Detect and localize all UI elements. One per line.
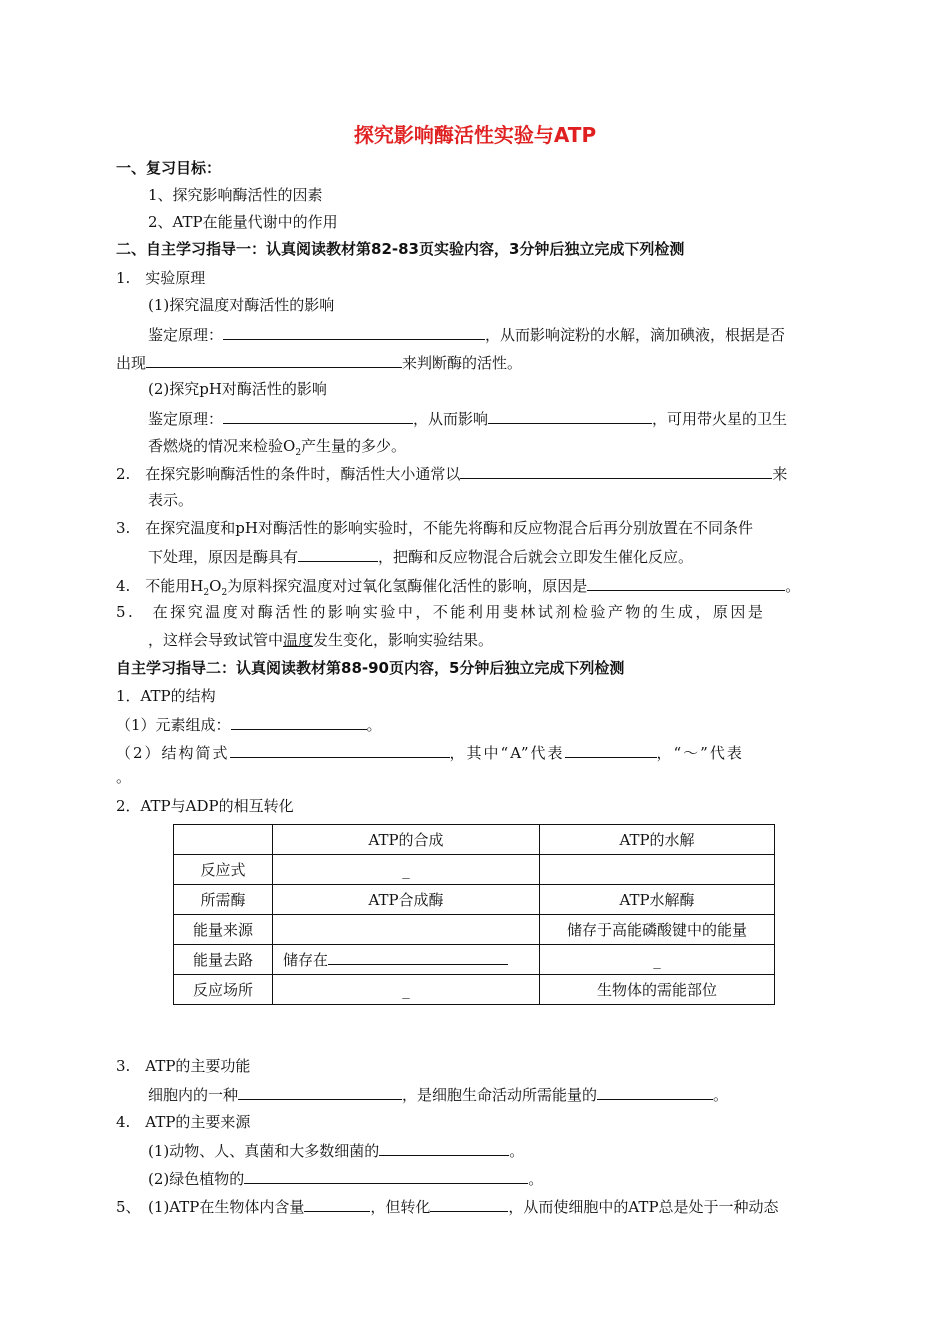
q1a-line-1-post: ，从而影响淀粉的水解，滴加碘液，根据是否 xyxy=(485,326,786,344)
table-row xyxy=(174,855,775,885)
answer-blank[interactable] xyxy=(328,949,508,965)
q1a-heading: (1)探究温度对酶活性的影响 xyxy=(148,296,335,314)
table-row-label: 能量去路 xyxy=(174,945,273,975)
q2-line-1 xyxy=(116,463,787,484)
q1b-line-2-pre: 香燃烧的情况来检验O xyxy=(148,437,296,455)
atp-source-1-post: 。 xyxy=(509,1142,525,1160)
answer-blank[interactable] xyxy=(231,714,367,730)
atp-content-line xyxy=(116,1196,779,1217)
atp-function-line xyxy=(148,1084,728,1105)
q3-line-1: 3. 在探究温度和pH对酶活性的影响实验时，不能先将酶和反应物混合后再分别放置在不同条件 xyxy=(116,519,753,537)
q1a-line-1 xyxy=(148,324,785,345)
q5-line-2-pre: ，这样会导致试管中 xyxy=(148,631,284,649)
q1b-heading: (2)探究pH对酶活性的影响 xyxy=(148,380,327,398)
atp-elements-pre: （1）元素组成： xyxy=(116,716,231,734)
q1b-line-1-mid: ，从而影响 xyxy=(413,410,489,428)
q5-line-1: 5. 在探究温度对酶活性的影响实验中，不能利用斐林试剂检验产物的生成，原因是 xyxy=(116,603,766,621)
table-row-label: 反应式 xyxy=(174,855,273,885)
answer-blank[interactable] xyxy=(298,546,378,562)
answer-blank[interactable] xyxy=(488,408,652,424)
q5-line-2-post: 发生变化，影响实验结果。 xyxy=(313,631,494,649)
answer-blank[interactable] xyxy=(565,742,657,758)
atp-formula-mid1: ，其中“A”代表 xyxy=(449,744,565,762)
q1a-line-2 xyxy=(116,352,522,373)
answer-blank[interactable] xyxy=(238,1084,402,1100)
answer-blank[interactable] xyxy=(223,408,413,424)
atp-structure-heading: 1．ATP的结构 xyxy=(116,687,216,705)
answer-blank[interactable] xyxy=(146,352,402,368)
atp-adp-heading: 2．ATP与ADP的相互转化 xyxy=(116,797,294,815)
atp-adp-table xyxy=(173,824,775,1005)
q1a-line-1-pre: 鉴定原理： xyxy=(148,326,224,344)
atp-source-2-post: 。 xyxy=(528,1170,544,1188)
atp-formula-line xyxy=(116,742,744,763)
answer-blank[interactable] xyxy=(460,463,772,479)
section-heading-objectives: 一、复习目标： xyxy=(116,159,222,177)
atp-source-line-2 xyxy=(148,1168,543,1189)
q4-line xyxy=(116,575,800,596)
atp-content-pre: 5、 (1)ATP在生物体内含量 xyxy=(116,1198,305,1216)
page-title: 探究影响酶活性实验与ATP xyxy=(353,123,597,147)
subscript: 2 xyxy=(203,588,210,598)
atp-function-heading: 3. ATP的主要功能 xyxy=(116,1057,251,1075)
atp-elements-post: 。 xyxy=(366,716,382,734)
table-cell[interactable]: _ xyxy=(273,855,540,885)
q4-post: 为原料探究温度对过氧化氢酶催化活性的影响，原因是 xyxy=(227,577,588,595)
q1-heading: 1. 实验原理 xyxy=(116,269,206,287)
table-header-row xyxy=(174,825,775,855)
atp-content-post: ，从而使细胞中的ATP总是处于一种动态 xyxy=(508,1198,779,1216)
atp-formula-mid2: ，“～”代表 xyxy=(656,744,744,762)
answer-blank[interactable] xyxy=(597,1084,713,1100)
q3-line-2-pre: 下处理，原因是酶具有 xyxy=(148,548,299,566)
atp-formula-line-2: 。 xyxy=(116,768,132,786)
answer-blank[interactable] xyxy=(379,1140,509,1156)
table-cell[interactable] xyxy=(273,915,540,945)
table-row xyxy=(174,915,775,945)
q1a-line-2-pre: 出现 xyxy=(116,354,147,372)
atp-source-2-pre: (2)绿色植物的 xyxy=(148,1170,245,1188)
objective-item-1: 1、探究影响酶活性的因素 xyxy=(148,186,323,204)
table-cell[interactable]: _ xyxy=(273,975,540,1005)
atp-formula-pre: （2）结构简式 xyxy=(116,744,230,762)
q2-line-2: 表示。 xyxy=(148,491,194,509)
q4-pre: 4. 不能用H xyxy=(116,577,204,595)
q4-mid: O xyxy=(209,577,222,595)
atp-source-1-pre: (1)动物、人、真菌和大多数细菌的 xyxy=(148,1142,380,1160)
table-cell: ATP水解酶 xyxy=(540,885,775,915)
table-cell[interactable] xyxy=(273,945,540,975)
subscript: 2 xyxy=(221,588,228,598)
answer-blank[interactable] xyxy=(223,324,485,340)
table-cell-text: 储存在 xyxy=(283,951,329,969)
table-header-cell xyxy=(174,825,273,855)
q1a-line-2-post: 来判断酶的活性。 xyxy=(402,354,523,372)
table-row-label: 所需酶 xyxy=(174,885,273,915)
answer-blank[interactable] xyxy=(430,1196,508,1212)
q3-line-2-post: ，把酶和反应物混合后就会立即发生催化反应。 xyxy=(378,548,694,566)
table-row xyxy=(174,975,775,1005)
atp-elements-line xyxy=(116,714,382,735)
objective-item-2: 2、ATP在能量代谢中的作用 xyxy=(148,213,338,231)
subscript: 2 xyxy=(295,448,302,458)
q1b-line-1-pre: 鉴定原理： xyxy=(148,410,224,428)
q1b-line-1-post: ，可用带火星的卫生 xyxy=(652,410,788,428)
answer-blank[interactable] xyxy=(244,1168,528,1184)
q1b-line-2-post: 产生量的多少。 xyxy=(301,437,407,455)
table-cell[interactable]: _ xyxy=(540,945,775,975)
q1b-line-2 xyxy=(148,436,406,456)
q5-underlined-word: 温度 xyxy=(283,631,314,649)
table-cell: 储存于高能磷酸键中的能量 xyxy=(540,915,775,945)
q5-line-2 xyxy=(148,630,493,650)
table-header-cell: ATP的水解 xyxy=(540,825,775,855)
table-cell: ATP合成酶 xyxy=(273,885,540,915)
table-row xyxy=(174,945,775,975)
atp-source-heading: 4. ATP的主要来源 xyxy=(116,1113,251,1131)
q3-line-2 xyxy=(148,546,693,567)
section-heading-guide-2: 自主学习指导二：认真阅读教材第88-90页内容，5分钟后独立完成下列检测 xyxy=(116,659,625,677)
q2-pre: 2. 在探究影响酶活性的条件时，酶活性大小通常以 xyxy=(116,465,461,483)
answer-blank[interactable] xyxy=(304,1196,370,1212)
q2-post: 来 xyxy=(772,465,788,483)
q1b-line-1 xyxy=(148,408,787,429)
q4-end: 。 xyxy=(785,577,801,595)
atp-function-pre: 细胞内的一种 xyxy=(148,1086,239,1104)
atp-function-post: 。 xyxy=(713,1086,729,1104)
section-heading-guide-1: 二、自主学习指导一：认真阅读教材第82-83页实验内容，3分钟后独立完成下列检测 xyxy=(116,240,685,258)
table-row-label: 反应场所 xyxy=(174,975,273,1005)
atp-source-line-1 xyxy=(148,1140,524,1161)
table-row-label: 能量来源 xyxy=(174,915,273,945)
atp-content-mid: ，但转化 xyxy=(370,1198,431,1216)
atp-function-mid: ，是细胞生命活动所需能量的 xyxy=(402,1086,598,1104)
answer-blank[interactable] xyxy=(587,575,785,591)
answer-blank[interactable] xyxy=(230,742,450,758)
table-cell[interactable] xyxy=(540,855,775,885)
table-header-cell: ATP的合成 xyxy=(273,825,540,855)
table-row xyxy=(174,885,775,915)
table-cell: 生物体的需能部位 xyxy=(540,975,775,1005)
